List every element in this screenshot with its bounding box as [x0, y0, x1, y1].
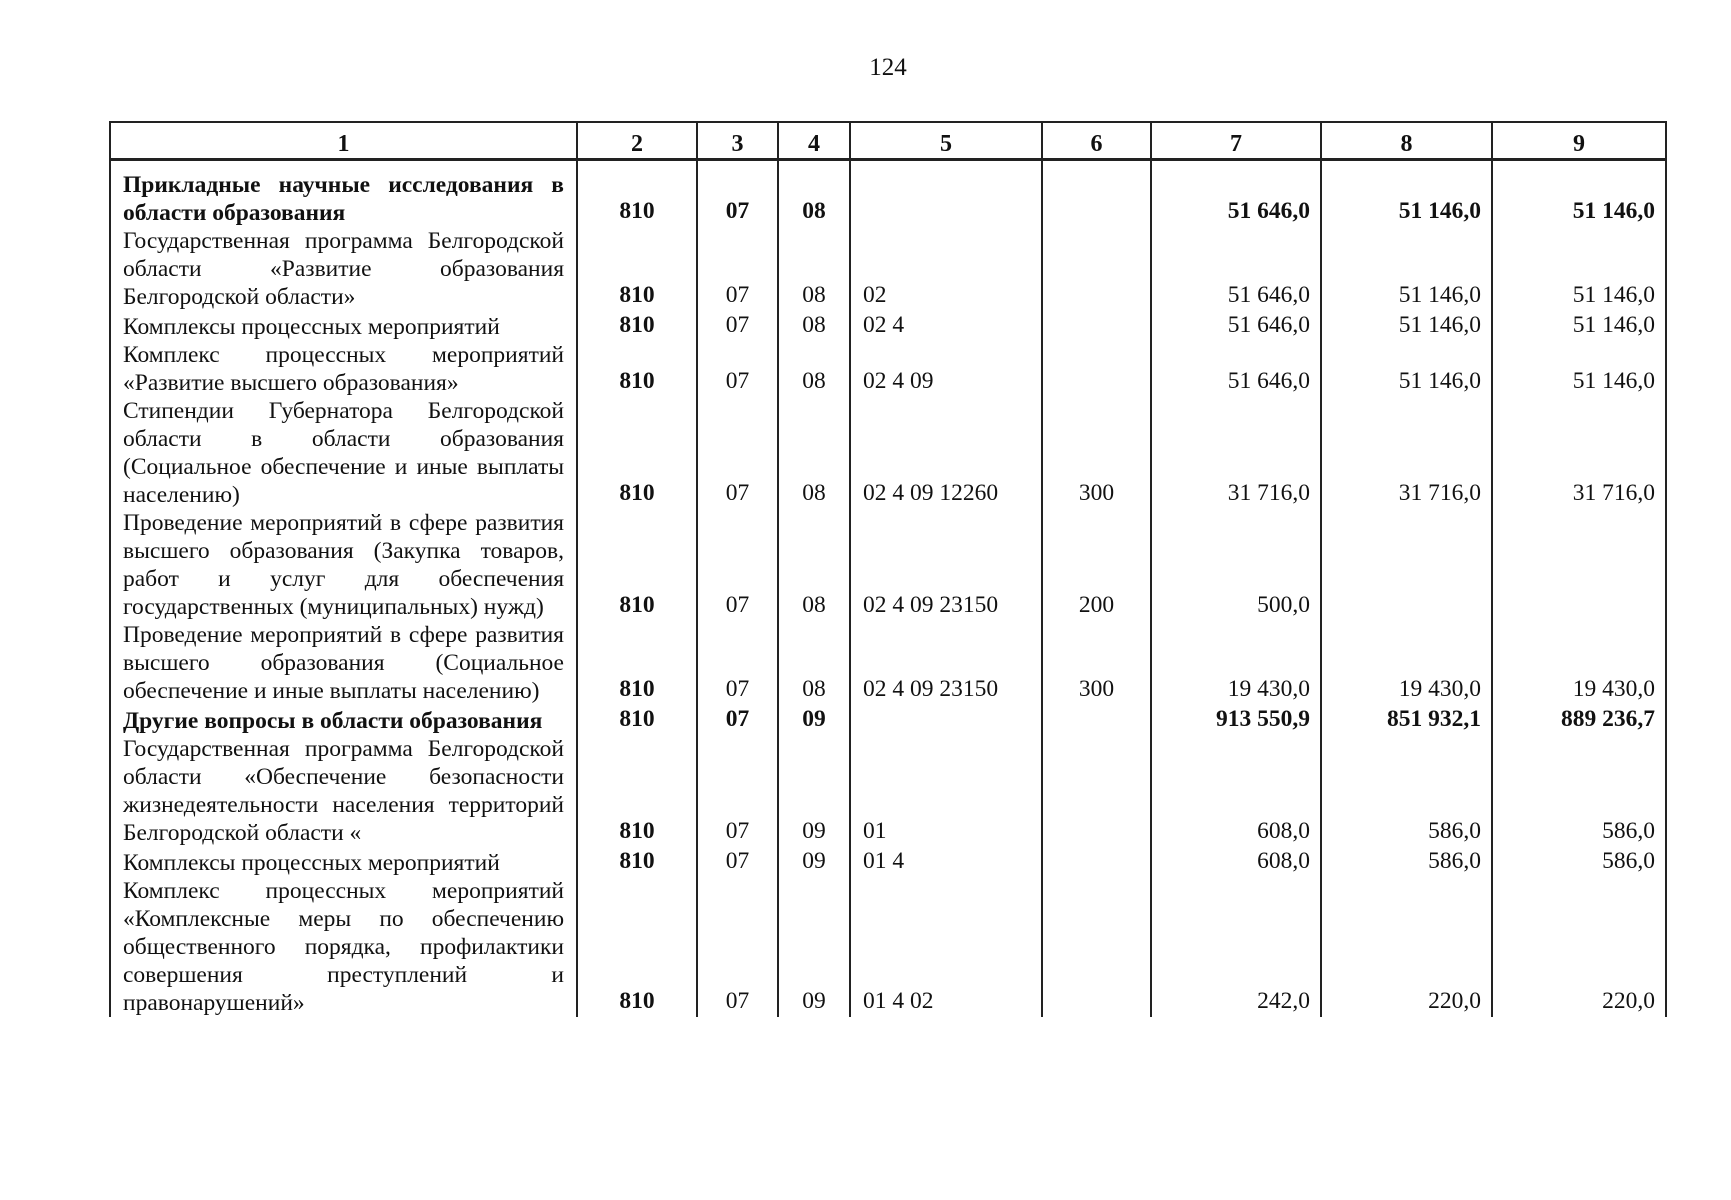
row-gov-code: 810 [577, 877, 697, 1017]
row-amount-8: 851 932,1 [1321, 705, 1492, 735]
row-amount-9: 31 716,0 [1492, 397, 1666, 509]
row-gov-code: 810 [577, 735, 697, 847]
row-amount-7: 51 646,0 [1151, 311, 1321, 341]
row-expense-type: 200 [1042, 509, 1151, 621]
row-name: Государственная программа Белгородской области «Обеспечение безопасности жизнедеятельности населения территорий Белгородской области « [110, 735, 577, 847]
row-gov-code: 810 [577, 509, 697, 621]
header-row [110, 122, 1666, 160]
row-amount-8: 586,0 [1321, 735, 1492, 847]
table-row [110, 847, 1666, 877]
row-name: Стипендии Губернатора Белгородской области в области образования (Социальное обеспечение и иные выплаты населению) [110, 397, 577, 509]
header-col-8: 8 [1321, 122, 1492, 160]
row-section: 07 [697, 227, 778, 311]
row-gov-code: 810 [577, 341, 697, 397]
row-expense-type [1042, 227, 1151, 311]
budget-table [109, 121, 1667, 1017]
row-expense-type [1042, 877, 1151, 1017]
row-gov-code: 810 [577, 397, 697, 509]
row-expense-type [1042, 735, 1151, 847]
row-amount-7: 913 550,9 [1151, 705, 1321, 735]
row-amount-7: 51 646,0 [1151, 160, 1321, 228]
row-amount-9: 586,0 [1492, 847, 1666, 877]
row-amount-7: 242,0 [1151, 877, 1321, 1017]
row-target-article: 02 4 09 [850, 341, 1042, 397]
row-section: 07 [697, 509, 778, 621]
row-subsection: 08 [778, 509, 850, 621]
row-name: Проведение мероприятий в сфере развития высшего образования (Закупка товаров, работ и услуг для обеспечения государственных (муниципальных) нужд) [110, 509, 577, 621]
row-amount-9: 889 236,7 [1492, 705, 1666, 735]
row-amount-9 [1492, 509, 1666, 621]
row-amount-9: 51 146,0 [1492, 160, 1666, 228]
table-body [110, 160, 1666, 1018]
row-amount-9: 586,0 [1492, 735, 1666, 847]
row-amount-7: 500,0 [1151, 509, 1321, 621]
table-row [110, 311, 1666, 341]
row-name: Комплекс процессных мероприятий «Комплексные меры по обеспечению общественного порядка, профилактики совершения преступлений и правонарушений» [110, 877, 577, 1017]
row-name: Другие вопросы в области образования [110, 705, 577, 735]
row-section: 07 [697, 311, 778, 341]
row-expense-type: 300 [1042, 621, 1151, 705]
row-name: Комплексы процессных мероприятий [110, 847, 577, 877]
header-col-1: 1 [110, 122, 577, 160]
row-subsection: 09 [778, 735, 850, 847]
row-amount-8: 31 716,0 [1321, 397, 1492, 509]
row-expense-type [1042, 847, 1151, 877]
table-row [110, 735, 1666, 847]
header-col-5: 5 [850, 122, 1042, 160]
table-row [110, 621, 1666, 705]
row-gov-code: 810 [577, 847, 697, 877]
table-row [110, 160, 1666, 228]
row-amount-8: 51 146,0 [1321, 311, 1492, 341]
row-section: 07 [697, 160, 778, 228]
row-target-article: 01 4 02 [850, 877, 1042, 1017]
row-subsection: 08 [778, 311, 850, 341]
row-section: 07 [697, 621, 778, 705]
header-col-9: 9 [1492, 122, 1666, 160]
row-target-article: 01 [850, 735, 1042, 847]
header-col-4: 4 [778, 122, 850, 160]
row-amount-7: 19 430,0 [1151, 621, 1321, 705]
row-section: 07 [697, 341, 778, 397]
table-row [110, 397, 1666, 509]
row-amount-8 [1321, 509, 1492, 621]
row-gov-code: 810 [577, 227, 697, 311]
row-name: Комплексы процессных мероприятий [110, 311, 577, 341]
row-amount-7: 31 716,0 [1151, 397, 1321, 509]
row-name: Прикладные научные исследования в области образования [110, 160, 577, 228]
row-subsection: 08 [778, 160, 850, 228]
table-row [110, 227, 1666, 311]
row-amount-8: 220,0 [1321, 877, 1492, 1017]
header-col-2: 2 [577, 122, 697, 160]
row-name: Проведение мероприятий в сфере развития высшего образования (Социальное обеспечение и иные выплаты населению) [110, 621, 577, 705]
table-row [110, 509, 1666, 621]
row-section: 07 [697, 877, 778, 1017]
row-expense-type [1042, 311, 1151, 341]
row-amount-8: 586,0 [1321, 847, 1492, 877]
row-gov-code: 810 [577, 311, 697, 341]
row-section: 07 [697, 705, 778, 735]
row-amount-8: 51 146,0 [1321, 160, 1492, 228]
row-gov-code: 810 [577, 160, 697, 228]
header-col-7: 7 [1151, 122, 1321, 160]
row-amount-8: 19 430,0 [1321, 621, 1492, 705]
row-amount-9: 220,0 [1492, 877, 1666, 1017]
row-amount-8: 51 146,0 [1321, 227, 1492, 311]
row-amount-7: 51 646,0 [1151, 227, 1321, 311]
row-amount-9: 51 146,0 [1492, 227, 1666, 311]
table-row [110, 877, 1666, 1017]
row-name: Комплекс процессных мероприятий «Развитие высшего образования» [110, 341, 577, 397]
row-subsection: 09 [778, 877, 850, 1017]
row-target-article: 02 4 [850, 311, 1042, 341]
row-section: 07 [697, 847, 778, 877]
row-amount-7: 608,0 [1151, 847, 1321, 877]
row-gov-code: 810 [577, 705, 697, 735]
row-target-article: 02 4 09 23150 [850, 509, 1042, 621]
row-expense-type: 300 [1042, 397, 1151, 509]
table-row [110, 341, 1666, 397]
row-subsection: 08 [778, 341, 850, 397]
row-subsection: 08 [778, 397, 850, 509]
header-col-6: 6 [1042, 122, 1151, 160]
row-gov-code: 810 [577, 621, 697, 705]
row-amount-9: 51 146,0 [1492, 341, 1666, 397]
row-target-article: 02 [850, 227, 1042, 311]
header-col-3: 3 [697, 122, 778, 160]
row-amount-9: 19 430,0 [1492, 621, 1666, 705]
row-expense-type [1042, 341, 1151, 397]
row-subsection: 09 [778, 705, 850, 735]
row-expense-type [1042, 160, 1151, 228]
row-subsection: 08 [778, 227, 850, 311]
row-target-article: 02 4 09 12260 [850, 397, 1042, 509]
row-expense-type [1042, 705, 1151, 735]
row-amount-7: 608,0 [1151, 735, 1321, 847]
row-subsection: 08 [778, 621, 850, 705]
row-amount-7: 51 646,0 [1151, 341, 1321, 397]
row-amount-9: 51 146,0 [1492, 311, 1666, 341]
row-section: 07 [697, 397, 778, 509]
page-number: 124 [869, 54, 907, 81]
row-target-article: 01 4 [850, 847, 1042, 877]
row-target-article: 02 4 09 23150 [850, 621, 1042, 705]
row-section: 07 [697, 735, 778, 847]
row-target-article [850, 705, 1042, 735]
row-target-article [850, 160, 1042, 228]
row-name: Государственная программа Белгородской области «Развитие образования Белгородской области» [110, 227, 577, 311]
row-subsection: 09 [778, 847, 850, 877]
table-row [110, 705, 1666, 735]
row-amount-8: 51 146,0 [1321, 341, 1492, 397]
